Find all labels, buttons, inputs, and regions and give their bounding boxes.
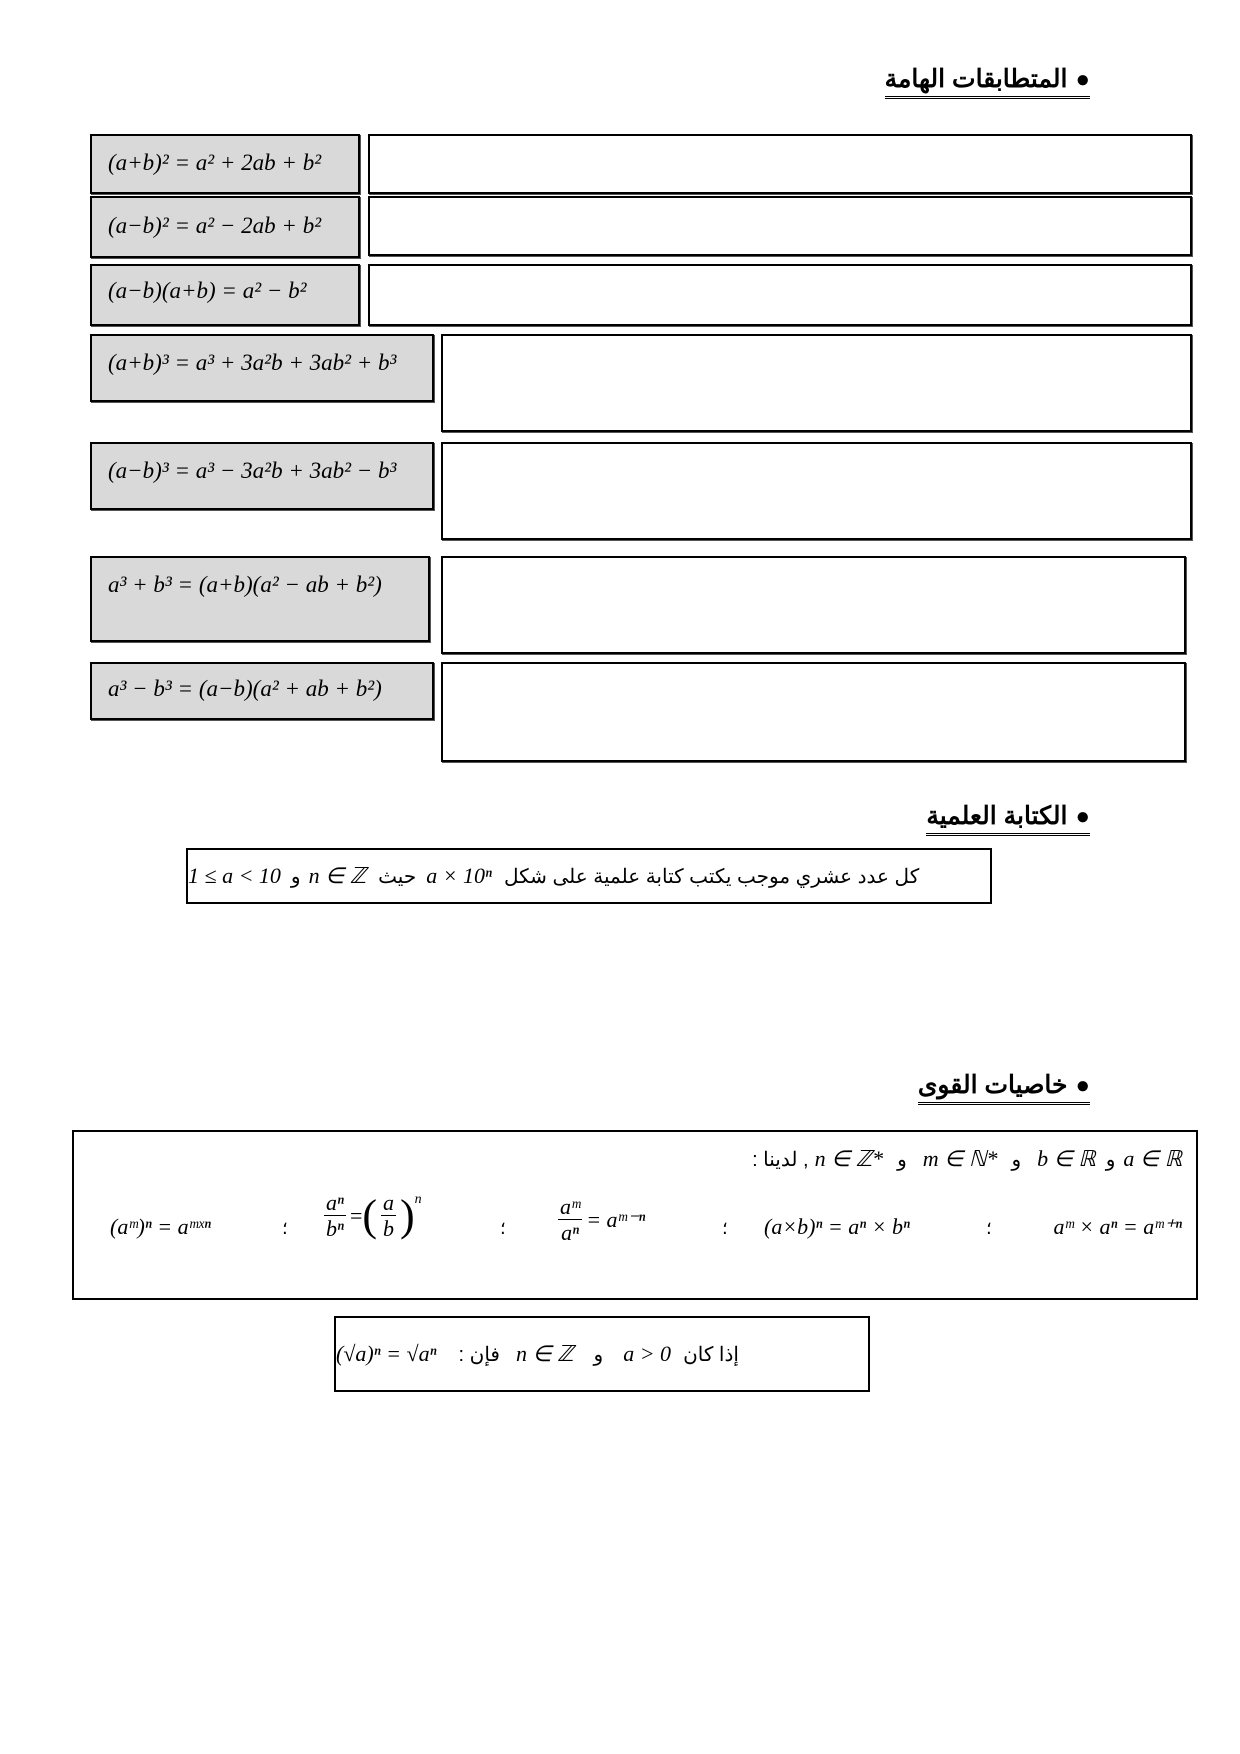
separator <box>986 1218 992 1239</box>
section-title-text: الكتابة العلمية <box>926 802 1068 830</box>
quotient-fraction <box>558 1194 582 1246</box>
lhs-fraction <box>324 1190 346 1242</box>
powers-box <box>72 1130 1198 1300</box>
sqrt-n-condition: n ∈ ℤ <box>515 1341 574 1366</box>
rule-fraction-power: $\frac{\text{aⁿ}}{\text{bⁿ}}$ = ( $\frac{a}{b}$ ) n <box>326 1190 422 1242</box>
identity-answer-box-2[interactable] <box>368 196 1192 256</box>
sqrt-if: إذا كان <box>683 1343 739 1366</box>
scientific-a-condition: 1 ≤ a < 10 <box>188 863 281 888</box>
separator-text: ؛ <box>722 1218 728 1238</box>
section-title-text: خاصيات القوى <box>917 1071 1068 1099</box>
formula-text: a³ − b³ = (a−b)(a² + ab + b²) <box>108 676 382 701</box>
scientific-n-condition: n ∈ ℤ <box>308 863 367 888</box>
bullet-icon: ● <box>1075 1072 1090 1099</box>
identity-answer-box-4[interactable] <box>441 334 1192 432</box>
fraction-denominator: bⁿ <box>326 1216 344 1242</box>
sqrt-and: و <box>593 1343 604 1366</box>
scientific-where: حيث <box>378 865 417 888</box>
rule-product <box>1053 1214 1182 1240</box>
fraction-numerator: aᵐ <box>560 1194 581 1219</box>
sqrt-a-condition: a > 0 <box>623 1341 672 1366</box>
identity-formula-4 <box>90 334 434 402</box>
rhs-fraction <box>381 1190 396 1242</box>
formula-text: (a−b)³ = a³ − 3a²b + 3ab² − b³ <box>108 458 397 483</box>
separator <box>500 1218 506 1239</box>
separator-text: ؛ <box>986 1218 992 1238</box>
sqrt-then: فإن : <box>458 1343 500 1366</box>
rule-product-text: aᵐ × aⁿ = aᵐ⁺ⁿ <box>1053 1214 1182 1239</box>
we-have-text: , لدينا : <box>752 1148 809 1171</box>
identity-answer-box-1[interactable] <box>368 134 1192 194</box>
sqrt-note-box <box>334 1316 870 1392</box>
separator-text: ؛ <box>282 1218 288 1238</box>
cond-a: a ∈ ℝ <box>1123 1146 1182 1171</box>
fraction-denominator: aⁿ <box>561 1220 580 1246</box>
scientific-form: a × 10ⁿ <box>426 863 492 888</box>
section-title-identities <box>885 64 1090 99</box>
bullet-icon: ● <box>1075 803 1090 830</box>
fraction-numerator: aⁿ <box>326 1190 344 1215</box>
fraction-exponent: n <box>414 1192 422 1207</box>
identity-formula-5 <box>90 442 434 510</box>
identity-formula-1 <box>90 134 360 194</box>
separator <box>282 1218 288 1239</box>
identity-formula-3 <box>90 264 360 326</box>
formula-text: (a−b)² = a² − 2ab + b² <box>108 213 322 238</box>
fraction-numerator: a <box>383 1190 395 1215</box>
rule-quotient <box>554 1194 645 1246</box>
and-text: و <box>1011 1148 1022 1171</box>
rule-product-power <box>764 1214 910 1240</box>
quotient-rhs: = aᵐ⁻ⁿ <box>586 1206 646 1232</box>
rule-power-power <box>110 1214 211 1240</box>
identity-formula-7 <box>90 662 434 720</box>
formula-text: (a+b)³ = a³ + 3a²b + 3ab² + b³ <box>108 350 397 375</box>
separator <box>722 1218 728 1239</box>
identity-answer-box-6[interactable] <box>441 556 1186 654</box>
bullet-icon: ● <box>1075 66 1090 93</box>
identity-formula-6 <box>90 556 430 642</box>
identity-answer-box-3[interactable] <box>368 264 1192 326</box>
scientific-and: و <box>290 865 301 888</box>
and-text: و <box>897 1148 907 1171</box>
identity-answer-box-7[interactable] <box>441 662 1186 762</box>
and-text: و <box>1105 1148 1116 1171</box>
formula-text: (a−b)(a+b) = a² − b² <box>108 278 307 303</box>
scientific-notation-box <box>186 848 992 904</box>
formula-text: (a+b)² = a² + 2ab + b² <box>108 150 322 175</box>
fraction-denominator: b <box>383 1216 395 1242</box>
sqrt-formula: (√a)ⁿ = √aⁿ <box>336 1341 437 1366</box>
rule-power-power-text: (aᵐ)ⁿ = aᵐˣⁿ <box>110 1214 211 1239</box>
cond-m: m ∈ ℕ* <box>922 1146 998 1171</box>
section-title-scientific <box>926 801 1090 836</box>
formula-text: a³ + b³ = (a+b)(a² − ab + b²) <box>108 572 382 597</box>
identity-formula-2 <box>90 196 360 258</box>
scientific-text: كل عدد عشري موجب يكتب كتابة علمية على شكل <box>503 865 920 888</box>
separator-text: ؛ <box>500 1218 506 1238</box>
section-title-powers <box>918 1070 1090 1105</box>
powers-conditions <box>752 1146 1182 1172</box>
identity-answer-box-5[interactable] <box>441 442 1192 540</box>
section-title-text: المتطابقات الهامة <box>884 65 1068 93</box>
rule-product-power-text: (a×b)ⁿ = aⁿ × bⁿ <box>764 1214 910 1239</box>
cond-n: n ∈ ℤ* <box>814 1146 884 1171</box>
cond-b: b ∈ ℝ <box>1037 1146 1096 1171</box>
